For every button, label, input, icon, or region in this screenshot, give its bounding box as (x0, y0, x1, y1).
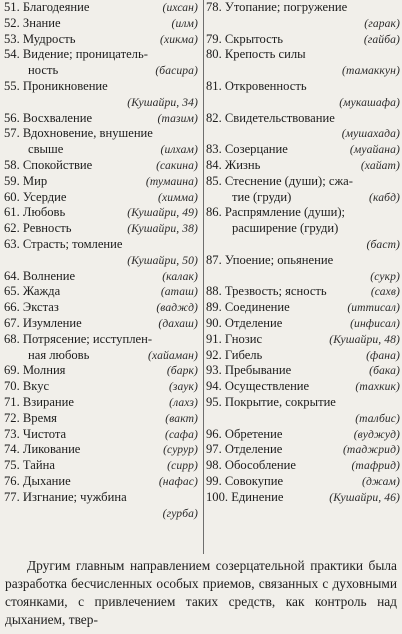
glossary-entry: 57. Вдохновение, внушение свыше (илхам) (4, 126, 198, 157)
glossary-entry: 95. Покрытие, сокрытие (талбис) (206, 394, 400, 425)
glossary-entry: 61. Любовь (Кушайри, 49) (4, 205, 198, 220)
glossary-entry: 80. Крепость силы (тамаккун) (206, 47, 400, 78)
glossary-entry: 94. Осуществление (тахкик) (206, 379, 400, 394)
glossary-entry: 91. Гнозис (Кушайри, 48) (206, 331, 400, 346)
glossary-entry: 62. Ревность (Кушайри, 38) (4, 221, 198, 236)
glossary-entry: 97. Отделение (таджрид) (206, 442, 400, 457)
glossary-entry: 73. Чистота (сафа) (4, 426, 198, 441)
glossary-entry: 74. Ликование (сурур) (4, 442, 198, 457)
glossary-entry: 99. Совокупие (джам) (206, 473, 400, 488)
glossary-entry: 81. Откровенность (мукашафа) (206, 78, 400, 109)
glossary-entry: 72. Время (вакт) (4, 410, 198, 425)
glossary-entry: 51. Благодеяние (ихсан) (4, 0, 198, 14)
glossary-entry: 53. Мудрость (хикма) (4, 31, 198, 46)
glossary-entry: 66. Экстаз (ваджд) (4, 300, 198, 315)
glossary-entry: 86. Распрямление (души); расширение (груди) (баст) (206, 205, 400, 251)
glossary-entry: 76. Дыхание (нафас) (4, 473, 198, 488)
glossary-entry: 87. Упоение; опьянение (сукр) (206, 252, 400, 283)
glossary-entry: 63. Страсть; томление (Кушайри, 50) (4, 236, 198, 267)
glossary-entry: 54. Видение; проницатель- ность (басира) (4, 47, 198, 78)
glossary-entry: 56. Восхваление (тазим) (4, 110, 198, 125)
glossary-entry: 93. Пребывание (бака) (206, 363, 400, 378)
glossary-entry: 98. Обособление (тафрид) (206, 458, 400, 473)
glossary-entry: 77. Изгнание; чужбина (гурба) (4, 489, 198, 520)
glossary-entry: 55. Проникновение (Кушайри, 34) (4, 78, 198, 109)
glossary-entry: 60. Усердие (химма) (4, 189, 198, 204)
column-divider (203, 0, 204, 554)
glossary-entry: 65. Жажда (аташ) (4, 284, 198, 299)
glossary-column-right (206, 0, 402, 506)
glossary-entry: 52. Знание (илм) (4, 15, 198, 30)
glossary-entry: 92. Гибель (фана) (206, 347, 400, 362)
glossary-entry: 90. Отделение (инфисал) (206, 315, 400, 330)
glossary-entry: 100. Единение (Кушайри, 46) (206, 489, 400, 504)
glossary-entry: 70. Вкус (заук) (4, 379, 198, 394)
glossary-entry: 71. Взирание (лахз) (4, 394, 198, 409)
glossary-entry: 64. Волнение (калак) (4, 268, 198, 283)
glossary-entry: 88. Трезвость; ясность (сахв) (206, 284, 400, 299)
glossary-entry: 78. Утопание; погружение (гарак) (206, 0, 400, 30)
glossary-entry: 84. Жизнь (хайат) (206, 157, 400, 172)
glossary-entry: 85. Стеснение (души); сжа- тие (груди) (кабд) (206, 173, 400, 204)
glossary-entry: 67. Изумление (дахаш) (4, 315, 198, 330)
glossary-entry: 89. Соединение (иттисал) (206, 300, 400, 315)
glossary-entry: 75. Тайна (сирр) (4, 458, 198, 473)
glossary-entry: 82. Свидетельствование (мушахада) (206, 110, 400, 141)
body-paragraph: Другим главным направлением созерцательной практики была разработка бесчисленных особых приемов, связанных с духовными стоянками, с привлечением таких средств, как контроль над дыханием, твер- (5, 558, 397, 627)
glossary-entry: 68. Потрясение; исступлен- ная любовь (хайаман) (4, 331, 198, 362)
glossary-entry: 96. Обретение (вуджуд) (206, 426, 400, 441)
glossary-column-left (4, 0, 200, 521)
glossary-entry: 58. Спокойствие (сакина) (4, 157, 198, 172)
glossary-entry: 69. Молния (барк) (4, 363, 198, 378)
glossary-entry: 79. Скрытость (гайба) (206, 31, 400, 46)
glossary-entry: 59. Мир (тумаина) (4, 173, 198, 188)
glossary-entry: 83. Созерцание (муайана) (206, 142, 400, 157)
